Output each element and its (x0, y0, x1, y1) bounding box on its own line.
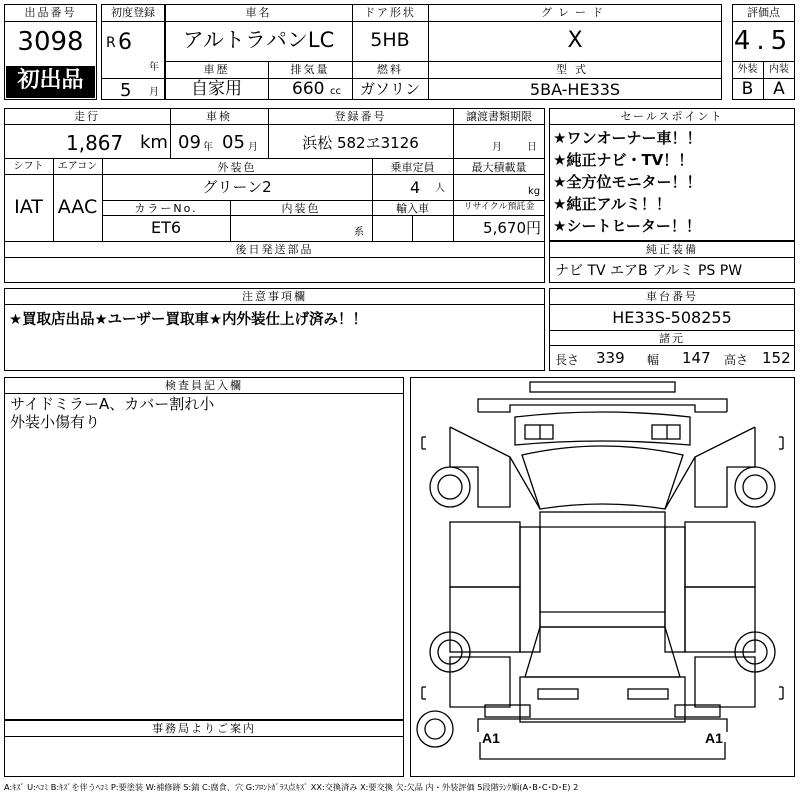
history: 自家用 (191, 79, 242, 99)
load-unit: kg (528, 186, 541, 197)
int-score: A (773, 79, 785, 99)
inspection-label: 車検 (206, 110, 232, 123)
transfer-day-unit: 日 (527, 142, 537, 153)
equipment-label: 純正装備 (646, 243, 698, 256)
inspection-month: 05 (222, 132, 245, 153)
shift: IAT (14, 196, 43, 218)
color-label: 外装色 (217, 161, 257, 174)
int-color-label: 内装色 (281, 202, 321, 215)
damage-mark-right: A1 (705, 730, 723, 746)
model-code: 5BA-HE33S (529, 80, 621, 99)
recycle-label: リサイクル預託金 (463, 202, 535, 212)
month-unit: 月 (149, 87, 159, 98)
car-diagram (410, 377, 795, 777)
capacity: 4 (410, 178, 421, 197)
color: グリーン2 (202, 178, 272, 196)
first-reg-label: 初度登録 (111, 6, 155, 19)
load-label: 最大積載量 (471, 161, 527, 174)
color-no: ET6 (150, 218, 182, 237)
ext-score: B (741, 79, 754, 99)
int-color-unit: 系 (354, 227, 364, 238)
reg-year: 6 (118, 30, 132, 55)
inspection-year: 09 (178, 132, 201, 153)
first-listing-text: 初出品 (17, 68, 84, 93)
era-prefix: R (106, 35, 116, 51)
lot-label: 出品番号 (24, 6, 77, 19)
fuel: ガソリン (359, 80, 420, 98)
grade-label: グレード (541, 6, 609, 19)
sales-point-4: ★純正アルミ！！ (553, 195, 671, 213)
damage-mark-left: A1 (482, 730, 500, 746)
displacement: 660 (292, 79, 325, 99)
import-label: 輸入車 (396, 202, 429, 215)
inspector-label: 検査員記入欄 (165, 379, 243, 392)
year-unit: 年 (149, 62, 159, 73)
mileage-unit: km (140, 132, 168, 153)
length: 339 (596, 349, 625, 367)
score-label: 評価点 (747, 6, 780, 19)
sales-points-label: セールスポイント (620, 110, 724, 123)
int-label: 内装 (769, 64, 789, 75)
car-name-label: 車名 (245, 6, 272, 19)
length-label: 長さ (555, 353, 580, 367)
shift-label: シフト (13, 161, 44, 172)
car-name: アルトラパンLC (182, 28, 335, 52)
transfer-month-unit: 月 (492, 142, 502, 153)
disp-unit: cc (330, 86, 341, 97)
fuel-label: 燃料 (377, 63, 403, 76)
office-label: 事務局よりご案内 (152, 722, 256, 735)
transfer-label: 譲渡書類期限 (466, 110, 532, 123)
sales-point-1: ★ワンオーナー車！！ (553, 129, 702, 147)
ac-label: エアコン (57, 161, 98, 172)
lot-number: 3098 (17, 27, 84, 57)
sales-point-2: ★純正ナビ・TV！！ (553, 151, 694, 169)
grade: X (567, 28, 583, 53)
notes-label: 注意事項欄 (242, 290, 307, 303)
door-label: ドア形状 (364, 6, 416, 19)
model-label: 型式 (556, 63, 594, 76)
inspection-month-unit: 月 (248, 142, 258, 153)
notes-text: ★買取店出品★ユーザー買取車★内外装仕上げ済み！！ (9, 312, 367, 328)
ext-label: 外装 (737, 64, 758, 75)
history-label: 車歴 (203, 63, 230, 76)
sales-point-5: ★シートヒーター！！ (553, 217, 701, 235)
later-parts-label: 後日発送部品 (235, 243, 314, 256)
ac: AAC (57, 196, 98, 218)
specs-label: 諸元 (659, 332, 685, 345)
reg-number: 浜松 582ヱ3126 (302, 134, 419, 152)
capacity-label: 乗車定員 (390, 161, 435, 174)
capacity-unit: 人 (435, 183, 445, 194)
inspector-line-2: 外装小傷有り (10, 413, 101, 431)
score: 4.5 (733, 26, 794, 56)
height: 152 (762, 349, 791, 367)
equipment-items: ナビ TV エアB アルミ PS PW (555, 263, 743, 279)
door-type: 5HB (370, 29, 410, 51)
height-label: 高さ (724, 353, 749, 367)
disp-label: 排気量 (290, 63, 330, 76)
width-label: 幅 (647, 353, 660, 367)
mileage: 1,867 (66, 131, 124, 155)
recycle-fee: 5,670円 (483, 219, 541, 237)
mileage-label: 走行 (74, 110, 100, 123)
legend: A:ｷｽﾞ U:ﾍｺﾐ B:ｷｽﾞを伴うﾍｺﾐ P:要塗装 W:補修跡 S:錆 C:腐食、穴 G:ﾌﾛﾝﾄｶﾞﾗｽ点ｷｽﾞ XX:交換済み X:要交換 欠:欠品 内・外装評価 5段階ﾗﾝｸ順(A･B･C･D･E) 2 (4, 782, 579, 792)
sales-point-3: ★全方位モニター！！ (553, 173, 702, 191)
chassis-number: HE33S-508255 (612, 308, 732, 327)
inspection-year-unit: 年 (203, 142, 213, 153)
width: 147 (682, 349, 711, 367)
chassis-label: 車台番号 (646, 290, 698, 303)
color-no-label: カラーNo. (134, 202, 198, 215)
reg-month: 5 (120, 80, 132, 101)
inspector-line-1: サイドミラーA、カバー割れ小 (10, 395, 215, 413)
reg-number-label: 登録番号 (334, 110, 387, 123)
